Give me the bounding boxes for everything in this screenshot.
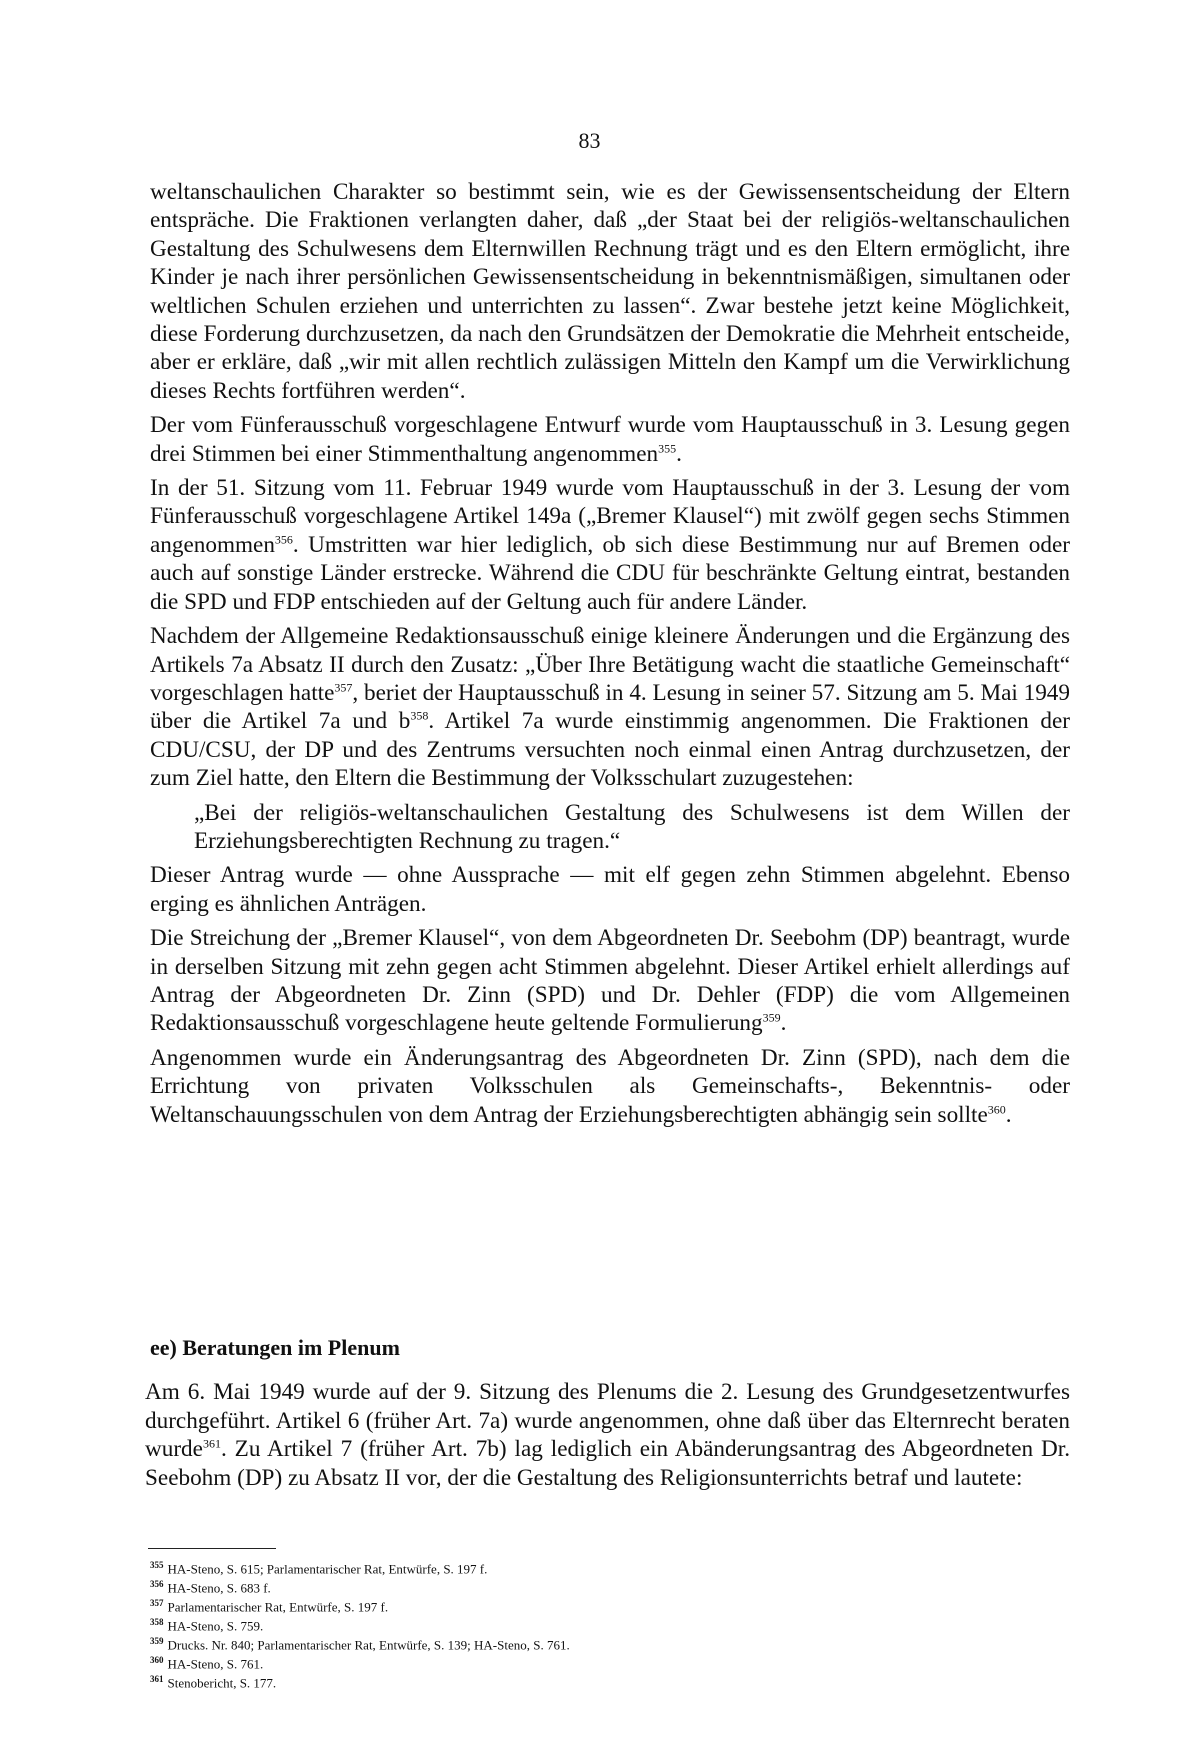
paragraph xyxy=(150,861,1070,918)
text-run: . xyxy=(676,440,682,467)
text-run: In der 51. Sitzung vom 11. Februar 1949 wurde vom Hauptausschuß in der 3. Lesung der vom Fünferausschuß vorgeschlagene Artikel 149a („Bremer Klausel“) mit zwölf gegen sechs Stimmen angenommen xyxy=(150,475,1070,558)
footnote-number: 359 xyxy=(150,1635,164,1646)
footnotes xyxy=(150,1558,950,1690)
text-run: Nachdem der Allgemeine Redaktionsausschuß einige kleinere Änderungen und die Ergänzung des Artikels 7a Absatz II durch den Zusatz: „Über Ihre Betätigung wacht die staatliche Gemeinschaft“ vorgeschlagen hatte xyxy=(150,623,1070,706)
paragraph xyxy=(150,411,1070,468)
paragraph xyxy=(150,622,1070,792)
text-run: Am 6. Mai 1949 wurde auf der 9. Sitzung des Plenums die 2. Lesung des Grundgesetzentwurfes durchgeführt. Artikel 6 (früher Art. 7a) wurde angenommen, ohne daß über das Elternrecht beraten wurde xyxy=(145,1379,1070,1463)
footnote-number: 356 xyxy=(150,1578,164,1589)
text-run: Dieser Antrag wurde — ohne Aussprache — mit elf gegen zehn Stimmen abgelehnt. Ebenso erging es ähnlichen Anträgen. xyxy=(150,862,1070,917)
footnote-item xyxy=(150,1596,950,1615)
footnote-text: HA-Steno, S. 761. xyxy=(167,1655,264,1671)
block-quote xyxy=(194,799,1070,856)
footnote-ref: 355 xyxy=(658,440,677,455)
footnote-divider xyxy=(148,1548,276,1549)
footnote-ref: 359 xyxy=(762,1010,781,1025)
text-run: . Artikel 7a wurde einstimmig angenommen. Die Fraktionen der CDU/CSU, der DP und des Zentrums versuchten noch einmal einen Antrag durchzusetzen, der zum Ziel hatte, den Eltern die Bestimmung der Volksschulart zuzugestehen: xyxy=(150,708,1070,792)
footnote-text: Drucks. Nr. 840; Parlamentarischer Rat, Entwürfe, S. 139; HA-Steno, S. 761. xyxy=(167,1637,570,1653)
footnote-text: Stenobericht, S. 177. xyxy=(167,1674,277,1690)
footnote-number: 360 xyxy=(150,1654,164,1665)
text-run: . Umstritten war hier lediglich, ob sich diese Bestimmung nur auf Bremen oder auch auf sonstige Länder erstrecke. Während die CDU für beschränkte Geltung eintrat, bestanden die SPD und FDP entschieden auf der Geltung auch für andere Länder. xyxy=(150,531,1070,615)
footnote-ref: 360 xyxy=(987,1101,1006,1116)
footnote-item xyxy=(150,1672,950,1691)
footnote-ref: 358 xyxy=(410,708,429,723)
footnote-text: Parlamentarischer Rat, Entwürfe, S. 197 f. xyxy=(167,1599,389,1615)
text-run: . Zu Artikel 7 (früher Art. 7b) lag lediglich ein Abänderungsantrag des Abgeordneten Dr. Seebohm (DP) zu Absatz II vor, der die Gestaltung des Religionsunterrichts betraf und lautete: xyxy=(145,1436,1070,1491)
footnote-number: 357 xyxy=(150,1597,164,1608)
footnote-item xyxy=(150,1577,950,1596)
footnote-ref: 357 xyxy=(334,680,353,695)
text-run: „Bei der religiös-weltanschaulichen Gestaltung des Schulwesens ist dem Willen der Erziehungsberechtigten Rechnung zu tragen.“ xyxy=(194,799,1070,854)
footnote-text: HA-Steno, S. 759. xyxy=(167,1618,264,1634)
footnote-number: 361 xyxy=(150,1673,164,1684)
page-number: 83 xyxy=(578,128,601,153)
text-run: Der vom Fünferausschuß vorgeschlagene Entwurf wurde vom Hauptausschuß in 3. Lesung gegen drei Stimmen bei einer Stimmenthaltung angenommen xyxy=(150,412,1070,467)
footnote-text: HA-Steno, S. 683 f. xyxy=(167,1580,271,1596)
paragraph xyxy=(150,1044,1070,1129)
footnote-item xyxy=(150,1634,950,1653)
footnote-item xyxy=(150,1558,950,1577)
text-run: Angenommen wurde ein Änderungsantrag des Abgeordneten Dr. Zinn (SPD), nach dem die Errichtung von privaten Volksschulen als Gemeinschafts-, Bekenntnis- oder Weltanschauungsschulen von dem Antrag der Erziehungsberechtigten abhängig sein sollte xyxy=(150,1044,1070,1128)
footnote-ref: 361 xyxy=(202,1436,221,1451)
footnote-ref: 356 xyxy=(274,532,293,547)
body-text xyxy=(150,178,1070,1135)
footnote-text: HA-Steno, S. 615; Parlamentarischer Rat, Entwürfe, S. 197 f. xyxy=(167,1561,488,1577)
footnote-item xyxy=(150,1653,950,1672)
text-run: weltanschaulichen Charakter so bestimmt sein, wie es der Gewissensentscheidung der Eltern entspräche. Die Fraktionen verlangten daher, daß „der Staat bei der religiös-weltanschaulichen Gestaltung des Schulwesens dem Elternwillen Rechnung trägt und es den Eltern ermöglicht, ihre Kinder je nach ihrer persönlichen Gewissensentscheidung in bekenntnismäßigen, simultanen oder weltlichen Schulen erziehen und unterrichten zu lassen“. Zwar bestehe jetzt keine Möglichkeit, diese Forderung durchzusetzen, da nach den Grundsätzen der Demokratie die Mehrheit entscheide, aber er erkläre, daß „wir mit allen rechtlich zulässigen Mitteln den Kampf um die Verwirklichung dieses Rechts fortführen werden“. xyxy=(150,179,1070,404)
footnote-number: 358 xyxy=(150,1616,164,1627)
text-run: , beriet der Hauptausschuß in 4. Lesung in seiner 57. Sitzung am 5. Mai 1949 über die Artikel 7a und b xyxy=(150,679,1070,735)
footnote-item xyxy=(150,1615,950,1634)
paragraph xyxy=(150,924,1070,1038)
paragraph xyxy=(150,474,1070,616)
plenum-paragraph xyxy=(145,1378,1070,1492)
text-run: . xyxy=(1005,1101,1012,1128)
paragraph xyxy=(150,178,1070,405)
text-run: . xyxy=(780,1010,787,1037)
section-heading: ee) Beratungen im Plenum xyxy=(150,1335,400,1360)
text-run: Die Streichung der „Bremer Klausel“, von dem Abgeordneten Dr. Seebohm (DP) beantragt, wurde in derselben Sitzung mit zehn gegen acht Stimmen abgelehnt. Dieser Artikel erhielt allerdings auf Antrag der Abgeordneten Dr. Zinn (SPD) und Dr. Dehler (FDP) die vom Allgemeinen Redaktionsausschuß vorgeschlagene heute geltende Formulierung xyxy=(150,925,1070,1037)
footnote-number: 355 xyxy=(150,1560,164,1570)
